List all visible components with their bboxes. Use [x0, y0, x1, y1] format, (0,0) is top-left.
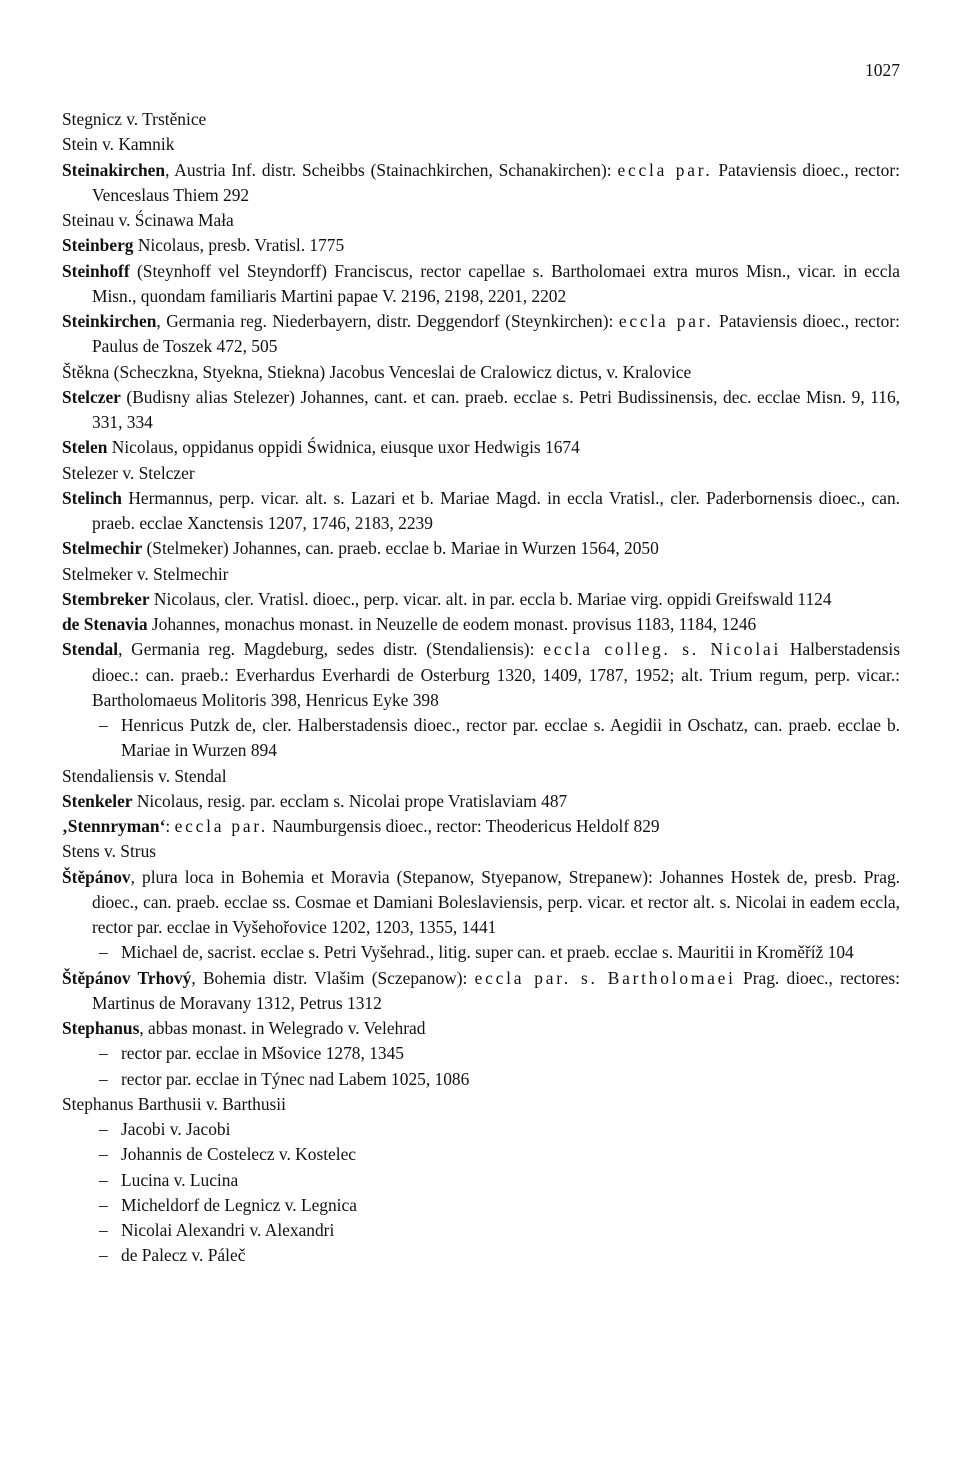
entry-headword: Stendal — [62, 639, 119, 660]
entry-text: Jacobi v. Jacobi — [121, 1119, 231, 1139]
entry-text: Stelmeker v. Stelmechir — [62, 563, 229, 584]
entry-text: de Palecz v. Páleč — [121, 1245, 246, 1266]
entry-headword: Steinakirchen — [62, 159, 166, 180]
index-entry — [62, 360, 900, 385]
index-subentry — [62, 1193, 900, 1218]
subentry-dash: – — [99, 942, 108, 963]
entry-headword: Steinberg — [62, 235, 134, 256]
index-subentry — [62, 1168, 900, 1193]
subentry-dash: – — [99, 1194, 108, 1215]
entry-text: Stelezer v. Stelczer — [62, 462, 195, 483]
entry-text: Štěkna (Scheczkna, Styekna, Stiekna) Jacobus Venceslai de Cralowicz dictus, v. Kralovice — [62, 361, 692, 382]
index-entries — [62, 107, 900, 1269]
entry-text: Nicolaus, presb. Vratisl. 1775 — [133, 235, 345, 256]
index-subentry — [62, 1142, 900, 1167]
index-entry — [62, 637, 900, 713]
subentry-dash: – — [99, 1245, 108, 1266]
index-entry — [62, 486, 900, 537]
entry-text: Michael de, sacrist. ecclae s. Petri Vyšehrad., litig. super can. et praeb. ecclae s. Mauritii in Kroměříž 104 — [121, 942, 854, 963]
entry-headword: Steinkirchen — [62, 311, 157, 331]
index-entry — [62, 865, 900, 941]
subentry-dash: – — [99, 1043, 108, 1064]
entry-headword: Stelczer — [62, 386, 121, 407]
entry-text: rector par. ecclae in Týnec nad Labem 1025, 1086 — [121, 1068, 470, 1089]
entry-headword: Stelinch — [62, 487, 122, 508]
entry-text: Stendaliensis v. Stendal — [62, 765, 227, 786]
entry-headword: Stephanus — [62, 1018, 140, 1038]
index-subentry — [62, 713, 900, 764]
index-entry — [62, 536, 900, 561]
entry-text: : eccla par. Naumburgensis dioec., rector: Theodericus Heldolf 829 — [165, 816, 660, 836]
index-entry — [62, 233, 900, 258]
entry-headword: de Stenavia — [62, 614, 148, 634]
index-entry — [62, 208, 900, 233]
entry-text: , plura loca in Bohemia et Moravia (Stepanow, Styepanow, Strepanew): Johannes Hostek de, presb. Prag. dioec., can. praeb. ecclae ss. Cosmae et Damiani Boleslaviensis, perp. vicar. et rector alt. s. Nicolai in eadem eccla, rector par. ecclae in Vyšehořovice 1202, 1203, 1355, 1441 — [92, 866, 900, 937]
subentry-dash: – — [99, 715, 108, 735]
subentry-dash: – — [99, 1169, 108, 1190]
entry-text: Stephanus Barthusii v. Barthusii — [62, 1093, 286, 1114]
entry-text: , Germania reg. Magdeburg, sedes distr. (Stendaliensis): eccla colleg. s. Nicolai Halberstadensis dioec.: can. praeb.: Everhardus Everhardi de Osterburg 1320, 1409, 1787, 1952; alt. Trium regum, perp. vicar.: Bartholomaeus Molitoris 398, Henricus Eyke 398 — [92, 639, 900, 710]
index-subentry — [62, 1117, 900, 1142]
entry-headword: Stelen — [62, 437, 108, 458]
index-entry — [62, 309, 900, 360]
entry-text: (Budisny alias Stelezer) Johannes, cant. et can. praeb. ecclae s. Petri Budissinensis, dec. ecclae Misn. 9, 116, 331, 334 — [92, 386, 900, 432]
index-entry — [62, 966, 900, 1017]
entry-text: Stein v. Kamnik — [62, 134, 175, 155]
subentry-dash: – — [99, 1220, 108, 1240]
index-subentry — [62, 1041, 900, 1066]
index-entry — [62, 1016, 900, 1041]
entry-text: Nicolaus, cler. Vratisl. dioec., perp. vicar. alt. in par. eccla b. Mariae virg. oppidi Greifswald 1124 — [149, 588, 832, 609]
subentry-dash: – — [99, 1144, 108, 1165]
entry-text: Stegnicz v. Trstěnice — [62, 109, 207, 129]
page-number: 1027 — [865, 60, 900, 80]
index-entry — [62, 587, 900, 612]
index-entry — [62, 814, 900, 839]
entry-text: Nicolaus, oppidanus oppidi Świdnica, eiusque uxor Hedwigis 1674 — [107, 437, 580, 458]
entry-text: Henricus Putzk de, cler. Halberstadensis dioec., rector par. ecclae s. Aegidii in Oschatz, can. praeb. ecclae b. Mariae in Wurzen 894 — [121, 715, 900, 761]
entry-headword: Stenkeler — [62, 790, 133, 811]
entry-text: Lucina v. Lucina — [121, 1169, 239, 1190]
entry-text: (Stelmeker) Johannes, can. praeb. ecclae b. Mariae in Wurzen 1564, 2050 — [142, 538, 659, 559]
entry-text: Nicolai Alexandri v. Alexandri — [121, 1220, 335, 1240]
entry-headword: Štěpánov Trhový — [62, 967, 192, 988]
index-subentry — [62, 1218, 900, 1243]
entry-text: rector par. ecclae in Mšovice 1278, 1345 — [121, 1043, 404, 1064]
entry-text: Johannes, monachus monast. in Neuzelle de eodem monast. provisus 1183, 1184, 1246 — [147, 614, 757, 634]
entry-text: (Steynhoff vel Steyndorff) Franciscus, rector capellae s. Bartholomaei extra muros Misn., vicar. in eccla Misn., quondam familiaris Martini papae V. 2196, 2198, 2201, 2202 — [92, 260, 900, 306]
entry-text: , abbas monast. in Welegrado v. Velehrad — [139, 1018, 426, 1038]
entry-text: Hermannus, perp. vicar. alt. s. Lazari et b. Mariae Magd. in eccla Vratisl., cler. Paderbornensis dioec., can. praeb. ecclae Xanctensis 1207, 1746, 2183, 2239 — [92, 487, 900, 533]
index-entry — [62, 385, 900, 436]
entry-headword: Steinhoff — [62, 260, 130, 281]
index-entry — [62, 435, 900, 460]
entry-text: , Bohemia distr. Vlašim (Sczepanow): eccla par. s. Bartholomaei Prag. dioec., rectores: Martinus de Moravany 1312, Petrus 1312 — [92, 967, 900, 1013]
index-subentry — [62, 940, 900, 965]
entry-headword: Stembreker — [62, 588, 150, 609]
subentry-dash: – — [99, 1119, 108, 1139]
index-entry — [62, 158, 900, 209]
subentry-dash: – — [99, 1068, 108, 1089]
index-entry — [62, 107, 900, 132]
index-entry — [62, 764, 900, 789]
entry-headword: Stelmechir — [62, 538, 143, 559]
index-entry — [62, 461, 900, 486]
index-entry — [62, 562, 900, 587]
index-subentry — [62, 1067, 900, 1092]
index-subentry — [62, 1243, 900, 1268]
index-entry — [62, 839, 900, 864]
index-entry — [62, 612, 900, 637]
index-entry — [62, 1092, 900, 1117]
entry-text: Nicolaus, resig. par. ecclam s. Nicolai prope Vratislaviam 487 — [132, 790, 568, 811]
entry-text: , Austria Inf. distr. Scheibbs (Stainachkirchen, Schanakirchen): eccla par. Pataviensis dioec., rector: Venceslaus Thiem 292 — [92, 159, 900, 205]
entry-text: Steinau v. Ścinawa Mała — [62, 210, 234, 230]
entry-text: Johannis de Costelecz v. Kostelec — [121, 1144, 357, 1165]
index-entry — [62, 132, 900, 157]
entry-headword: ‚Stennryman‘ — [62, 816, 166, 836]
index-entry — [62, 259, 900, 310]
entry-text: , Germania reg. Niederbayern, distr. Deggendorf (Steynkirchen): eccla par. Pataviensis dioec., rector: Paulus de Toszek 472, 505 — [92, 311, 901, 357]
entry-text: Stens v. Strus — [62, 841, 157, 862]
index-entry — [62, 789, 900, 814]
entry-headword: Štěpánov — [62, 866, 131, 887]
entry-text: Micheldorf de Legnicz v. Legnica — [121, 1194, 357, 1215]
